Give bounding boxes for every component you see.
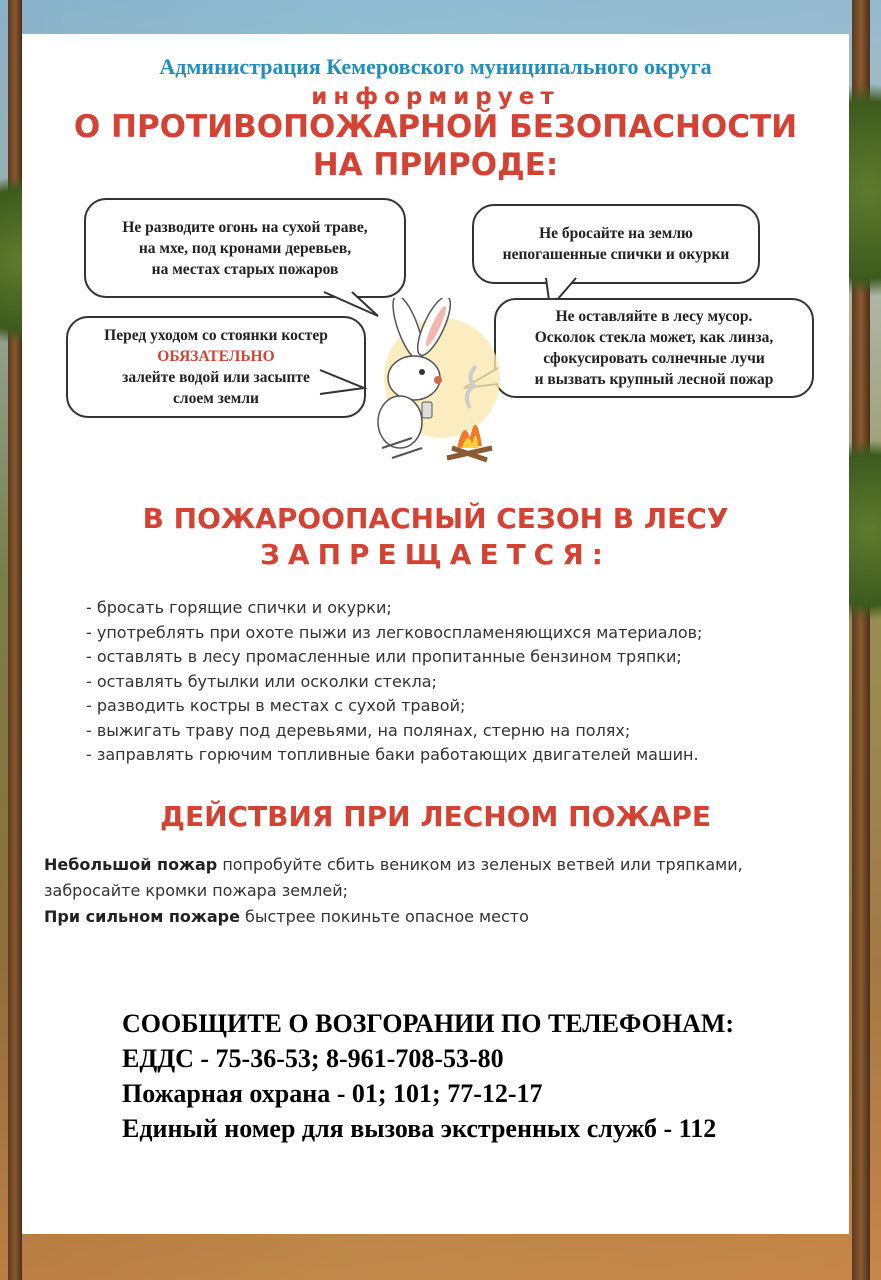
bubble-line: на местах старых пожаров xyxy=(151,260,339,278)
list-item: - разводить костры в местах с сухой травой; xyxy=(86,696,466,715)
bubble-line: слоем земли xyxy=(173,390,259,407)
advice-bubble-glass xyxy=(494,298,814,398)
phones-block xyxy=(122,1006,734,1146)
big-fire-text: быстрее покиньте опасное место xyxy=(239,907,529,926)
advice-bubble-matches xyxy=(472,204,760,284)
prohibitions-list xyxy=(86,596,702,768)
main-title xyxy=(22,108,849,184)
bubble-emphasis: ОБЯЗАТЕЛЬНО xyxy=(157,348,275,365)
small-fire-text: попробуйте сбить веником из зеленых ветвей или тряпками, xyxy=(217,855,743,874)
phones-heading: СООБЩИТЕ О ВОЗГОРАНИИ ПО ТЕЛЕФОНАМ: xyxy=(122,1009,735,1038)
list-item: - заправлять горючим топливные баки работающих двигателей машин. xyxy=(86,745,699,764)
big-fire-label: При сильном пожаре xyxy=(44,907,240,926)
bubble-line: Осколок стекла может, как линза, xyxy=(534,329,774,346)
bubble-line: Не бросайте на землю xyxy=(539,225,693,242)
bubble-line: Перед уходом со стоянки костер xyxy=(104,327,328,344)
big-fire-line xyxy=(44,904,844,930)
list-item: - бросать горящие спички и окурки; xyxy=(86,598,392,617)
small-fire-label: Небольшой пожар xyxy=(44,855,218,874)
informs-heading: информирует xyxy=(311,84,560,110)
bubble-line: сфокусировать солнечные лучи xyxy=(543,350,765,367)
bubble-line: на мхе, под кронами деревьев, xyxy=(138,239,352,257)
list-item: - выжигать траву под деревьями, на полянах, стерню на полях; xyxy=(86,720,631,740)
bubble-line: непогашенные спички и окурки xyxy=(502,246,730,263)
small-fire-line2: забросайте кромки пожара землей; xyxy=(44,881,348,900)
advice-bubble-dry-grass xyxy=(84,198,406,298)
phone-fire-service: Пожарная охрана - 01; 101; 77-12-17 xyxy=(122,1079,543,1108)
rabbit-campfire-icon xyxy=(352,298,502,468)
list-item: - употреблять при охоте пыжи из легковоспламеняющихся материалов; xyxy=(86,622,703,642)
phone-edds: ЕДДС - 75-36-53; 8-961-708-53-80 xyxy=(122,1044,504,1073)
prohibitions-title: В ПОЖАРООПАСНЫЙ СЕЗОН В ЛЕСУ xyxy=(142,502,729,535)
prohibitions-subtitle: ЗАПРЕЩАЕТСЯ: xyxy=(260,538,611,571)
poster-sheet xyxy=(22,34,849,1234)
bubble-line: Не разводите огонь на сухой траве, xyxy=(122,218,368,236)
list-item: - оставлять бутылки или осколки стекла; xyxy=(86,671,437,691)
phone-emergency: Единый номер для вызова экстренных служб - 112 xyxy=(122,1114,717,1143)
actions-text xyxy=(44,852,844,930)
actions-title: ДЕЙСТВИЯ ПРИ ЛЕСНОМ ПОЖАРЕ xyxy=(160,800,711,833)
main-title-line2: НА ПРИРОДЕ: xyxy=(312,147,559,183)
bubble-line: Не оставляйте в лесу мусор. xyxy=(555,308,753,325)
list-item: - оставлять в лесу промасленные или пропитанные бензином тряпки; xyxy=(86,647,682,666)
main-title-line1: О ПРОТИВОПОЖАРНОЙ БЕЗОПАСНОСТИ xyxy=(73,109,798,145)
small-fire-line xyxy=(44,852,844,878)
admin-heading: Администрация Кемеровского муниципального округа xyxy=(159,54,712,79)
bubble-line: и вызвать крупный лесной пожар xyxy=(534,371,774,388)
bubble-line: залейте водой или засыпте xyxy=(122,369,310,386)
